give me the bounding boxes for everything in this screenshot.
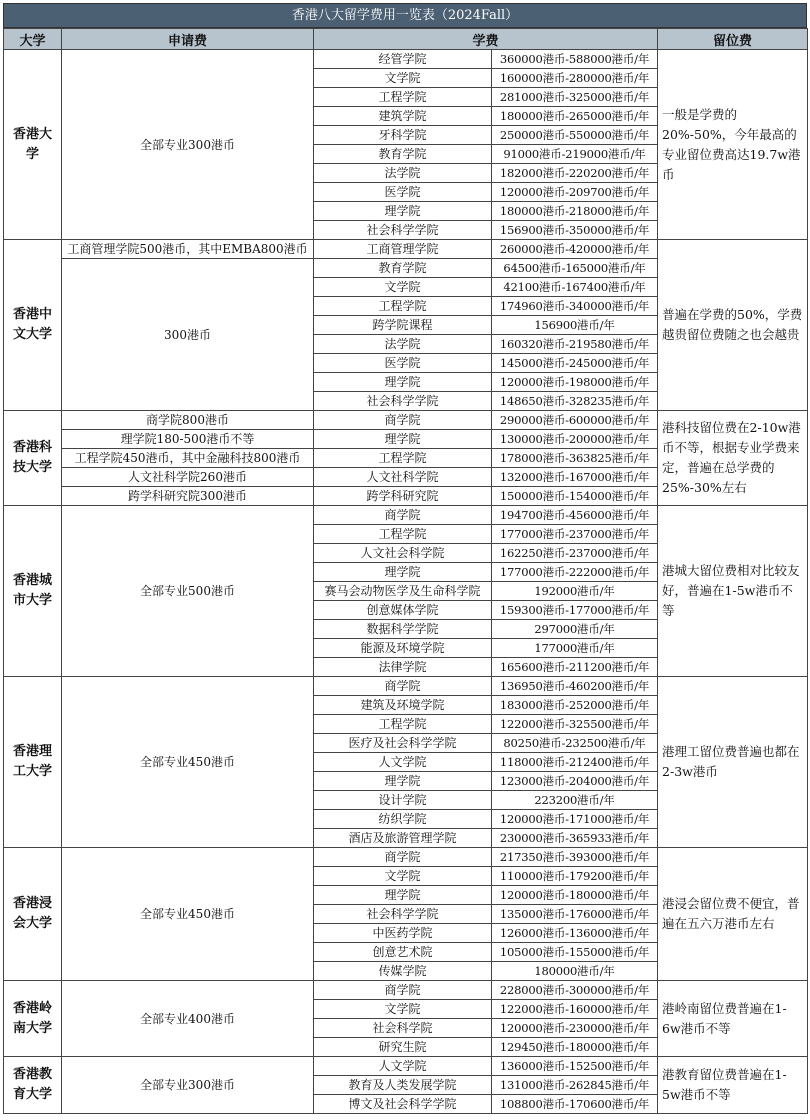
application-fee: 商学院800港币 bbox=[62, 411, 314, 430]
table-row bbox=[4, 848, 808, 867]
tuition-fee: 105000港币-155000港币/年 bbox=[492, 943, 658, 962]
tuition-fee: 160000港币-280000港币/年 bbox=[492, 69, 658, 88]
tuition-fee: 80250港币-232500港币/年 bbox=[492, 734, 658, 753]
school-name: 经管学院 bbox=[314, 50, 492, 69]
school-name: 工程学院 bbox=[314, 715, 492, 734]
application-fee: 全部专业450港币 bbox=[62, 848, 314, 981]
tuition-fee: 174960港币-340000港币/年 bbox=[492, 297, 658, 316]
tuition-fee: 217350港币-393000港币/年 bbox=[492, 848, 658, 867]
tuition-fee: 132000港币-167000港币/年 bbox=[492, 468, 658, 487]
tuition-fee: 131000港币-262845港币/年 bbox=[492, 1076, 658, 1095]
deposit-note: 港岭南留位费普遍在1-6w港币不等 bbox=[658, 981, 808, 1057]
tuition-fee: 120000港币-171000港币/年 bbox=[492, 810, 658, 829]
tuition-fee: 122000港币-325500港币/年 bbox=[492, 715, 658, 734]
school-name: 法学院 bbox=[314, 335, 492, 354]
school-name: 社会科学院 bbox=[314, 1019, 492, 1038]
application-fee: 跨学科研究院300港币 bbox=[62, 487, 314, 506]
tuition-fee: 177000港币-222000港币/年 bbox=[492, 563, 658, 582]
school-name: 社会科学学院 bbox=[314, 905, 492, 924]
tuition-fee: 148650港币-328235港币/年 bbox=[492, 392, 658, 411]
table-row bbox=[4, 1057, 808, 1076]
tuition-fee: 290000港币-600000港币/年 bbox=[492, 411, 658, 430]
university-name: 香港大学 bbox=[4, 50, 62, 240]
table-body bbox=[4, 50, 808, 1114]
school-name: 中医药学院 bbox=[314, 924, 492, 943]
deposit-note: 普遍在学费的50%，学费越贵留位费随之也会越贵 bbox=[658, 240, 808, 411]
school-name: 文学院 bbox=[314, 69, 492, 88]
deposit-note: 一般是学费的20%-50%，今年最高的专业留位费高达19.7w港币 bbox=[658, 50, 808, 240]
tuition-fee: 110000港币-179200港币/年 bbox=[492, 867, 658, 886]
tuition-fee: 42100港币-167400港币/年 bbox=[492, 278, 658, 297]
table-row bbox=[4, 50, 808, 69]
school-name: 医疗及社会科学学院 bbox=[314, 734, 492, 753]
tuition-fee: 178000港币-363825港币/年 bbox=[492, 449, 658, 468]
school-name: 商学院 bbox=[314, 411, 492, 430]
school-name: 商学院 bbox=[314, 677, 492, 696]
tuition-fee: 135000港币-176000港币/年 bbox=[492, 905, 658, 924]
table-row bbox=[4, 411, 808, 430]
tuition-fee: 129450港币-180000港币/年 bbox=[492, 1038, 658, 1057]
tuition-fee: 64500港币-165000港币/年 bbox=[492, 259, 658, 278]
header-deposit: 留位费 bbox=[658, 29, 808, 50]
tuition-fee: 180000港币-218000港币/年 bbox=[492, 202, 658, 221]
tuition-fee: 228000港币-300000港币/年 bbox=[492, 981, 658, 1000]
school-name: 人文社会科学院 bbox=[314, 544, 492, 563]
tuition-fee: 194700港币-456000港币/年 bbox=[492, 506, 658, 525]
tuition-fee: 122000港币-160000港币/年 bbox=[492, 1000, 658, 1019]
school-name: 社会科学学院 bbox=[314, 221, 492, 240]
tuition-fee: 108800港币-170600港币/年 bbox=[492, 1095, 658, 1114]
school-name: 法律学院 bbox=[314, 658, 492, 677]
tuition-fee: 180000港币-265000港币/年 bbox=[492, 107, 658, 126]
tuition-fee: 159300港币-177000港币/年 bbox=[492, 601, 658, 620]
university-name: 香港教育大学 bbox=[4, 1057, 62, 1114]
school-name: 人文学院 bbox=[314, 753, 492, 772]
application-fee: 人文社科学院260港币 bbox=[62, 468, 314, 487]
tuition-fee: 91000港币-219000港币/年 bbox=[492, 145, 658, 164]
school-name: 跨学科研究院 bbox=[314, 487, 492, 506]
deposit-note: 港浸会留位费不便宜，普遍在五六万港币左右 bbox=[658, 848, 808, 981]
tuition-fee: 130000港币-200000港币/年 bbox=[492, 430, 658, 449]
tuition-fee: 230000港币-365933港币/年 bbox=[492, 829, 658, 848]
school-name: 教育学院 bbox=[314, 259, 492, 278]
tuition-fee: 160320港币-219580港币/年 bbox=[492, 335, 658, 354]
school-name: 文学院 bbox=[314, 1000, 492, 1019]
application-fee: 全部专业500港币 bbox=[62, 506, 314, 677]
school-name: 工程学院 bbox=[314, 297, 492, 316]
tuition-fee: 126000港币-136000港币/年 bbox=[492, 924, 658, 943]
deposit-note: 港城大留位费相对比较友好，普遍在1-5w港币不等 bbox=[658, 506, 808, 677]
tuition-fee: 150000港币-154000港币/年 bbox=[492, 487, 658, 506]
school-name: 医学院 bbox=[314, 183, 492, 202]
tuition-fee: 145000港币-245000港币/年 bbox=[492, 354, 658, 373]
school-name: 理学院 bbox=[314, 373, 492, 392]
school-name: 创意艺术院 bbox=[314, 943, 492, 962]
university-name: 香港科技大学 bbox=[4, 411, 62, 506]
school-name: 研究生院 bbox=[314, 1038, 492, 1057]
application-fee: 工程学院450港币，其中金融科技800港币 bbox=[62, 449, 314, 468]
school-name: 社会科学学院 bbox=[314, 392, 492, 411]
tuition-fee: 156900港币-350000港币/年 bbox=[492, 221, 658, 240]
school-name: 商学院 bbox=[314, 981, 492, 1000]
school-name: 设计学院 bbox=[314, 791, 492, 810]
tuition-fee: 180000港币/年 bbox=[492, 962, 658, 981]
tuition-fee: 162250港币-237000港币/年 bbox=[492, 544, 658, 563]
tuition-fee: 182000港币-220200港币/年 bbox=[492, 164, 658, 183]
school-name: 医学院 bbox=[314, 354, 492, 373]
university-name: 香港中文大学 bbox=[4, 240, 62, 411]
tuition-fee: 136950港币-460200港币/年 bbox=[492, 677, 658, 696]
tuition-fee: 120000港币-230000港币/年 bbox=[492, 1019, 658, 1038]
school-name: 文学院 bbox=[314, 278, 492, 297]
application-fee: 工商管理学院500港币，其中EMBA800港币 bbox=[62, 240, 314, 259]
table-title: 香港八大留学费用一览表（2024Fall） bbox=[3, 3, 807, 28]
school-name: 理学院 bbox=[314, 886, 492, 905]
university-name: 香港理工大学 bbox=[4, 677, 62, 848]
tuition-fee: 165600港币-211200港币/年 bbox=[492, 658, 658, 677]
tuition-fee: 123000港币-204000港币/年 bbox=[492, 772, 658, 791]
tuition-fee: 120000港币-198000港币/年 bbox=[492, 373, 658, 392]
school-name: 商学院 bbox=[314, 848, 492, 867]
school-name: 建筑及环境学院 bbox=[314, 696, 492, 715]
deposit-note: 港教育留位费普遍在1-5w港币不等 bbox=[658, 1057, 808, 1114]
school-name: 创意媒体学院 bbox=[314, 601, 492, 620]
deposit-note: 港科技留位费在2-10w港币不等，根据专业学费来定，普遍在总学费的25%-30%左右 bbox=[658, 411, 808, 506]
school-name: 理学院 bbox=[314, 772, 492, 791]
school-name: 赛马会动物医学及生命科学院 bbox=[314, 582, 492, 601]
application-fee: 全部专业400港币 bbox=[62, 981, 314, 1057]
school-name: 酒店及旅游管理学院 bbox=[314, 829, 492, 848]
tuition-fee: 360000港币-588000港币/年 bbox=[492, 50, 658, 69]
school-name: 工程学院 bbox=[314, 88, 492, 107]
tuition-fee: 177000港币/年 bbox=[492, 639, 658, 658]
deposit-note: 港理工留位费普遍也都在2-3w港币 bbox=[658, 677, 808, 848]
header-row bbox=[4, 29, 808, 50]
school-name: 牙科学院 bbox=[314, 126, 492, 145]
table-row bbox=[4, 506, 808, 525]
university-name: 香港岭南大学 bbox=[4, 981, 62, 1057]
header-application-fee: 申请费 bbox=[62, 29, 314, 50]
school-name: 文学院 bbox=[314, 867, 492, 886]
school-name: 博文及社会科学学院 bbox=[314, 1095, 492, 1114]
tuition-fee: 297000港币/年 bbox=[492, 620, 658, 639]
school-name: 人文学院 bbox=[314, 1057, 492, 1076]
table-row bbox=[4, 981, 808, 1000]
tuition-fee: 156900港币/年 bbox=[492, 316, 658, 335]
tuition-fee: 192000港币/年 bbox=[492, 582, 658, 601]
tuition-fee: 120000港币-209700港币/年 bbox=[492, 183, 658, 202]
tuition-fee: 250000港币-550000港币/年 bbox=[492, 126, 658, 145]
school-name: 工商管理学院 bbox=[314, 240, 492, 259]
school-name: 理学院 bbox=[314, 202, 492, 221]
tuition-fee: 118000港币-212400港币/年 bbox=[492, 753, 658, 772]
school-name: 传媒学院 bbox=[314, 962, 492, 981]
tuition-fee: 260000港币-420000港币/年 bbox=[492, 240, 658, 259]
fee-table bbox=[3, 28, 808, 1114]
school-name: 理学院 bbox=[314, 430, 492, 449]
header-tuition: 学费 bbox=[314, 29, 658, 50]
school-name: 纺织学院 bbox=[314, 810, 492, 829]
header-university: 大学 bbox=[4, 29, 62, 50]
tuition-fee: 183000港币-252000港币/年 bbox=[492, 696, 658, 715]
tuition-fee: 223200港币/年 bbox=[492, 791, 658, 810]
tuition-fee: 120000港币-180000港币/年 bbox=[492, 886, 658, 905]
tuition-fee: 177000港币-237000港币/年 bbox=[492, 525, 658, 544]
school-name: 商学院 bbox=[314, 506, 492, 525]
table-row bbox=[4, 677, 808, 696]
application-fee: 理学院180-500港币不等 bbox=[62, 430, 314, 449]
school-name: 教育及人类发展学院 bbox=[314, 1076, 492, 1095]
school-name: 工程学院 bbox=[314, 525, 492, 544]
table-row bbox=[4, 240, 808, 259]
tuition-fee: 281000港币-325000港币/年 bbox=[492, 88, 658, 107]
school-name: 人文社科学院 bbox=[314, 468, 492, 487]
school-name: 跨学院课程 bbox=[314, 316, 492, 335]
application-fee: 全部专业300港币 bbox=[62, 1057, 314, 1114]
school-name: 理学院 bbox=[314, 563, 492, 582]
university-name: 香港浸会大学 bbox=[4, 848, 62, 981]
school-name: 数据科学学院 bbox=[314, 620, 492, 639]
application-fee: 全部专业450港币 bbox=[62, 677, 314, 848]
tuition-fee: 136000港币-152500港币/年 bbox=[492, 1057, 658, 1076]
school-name: 法学院 bbox=[314, 164, 492, 183]
school-name: 能源及环境学院 bbox=[314, 639, 492, 658]
application-fee: 全部专业300港币 bbox=[62, 50, 314, 240]
university-name: 香港城市大学 bbox=[4, 506, 62, 677]
school-name: 教育学院 bbox=[314, 145, 492, 164]
school-name: 建筑学院 bbox=[314, 107, 492, 126]
application-fee: 300港币 bbox=[62, 259, 314, 411]
school-name: 工程学院 bbox=[314, 449, 492, 468]
